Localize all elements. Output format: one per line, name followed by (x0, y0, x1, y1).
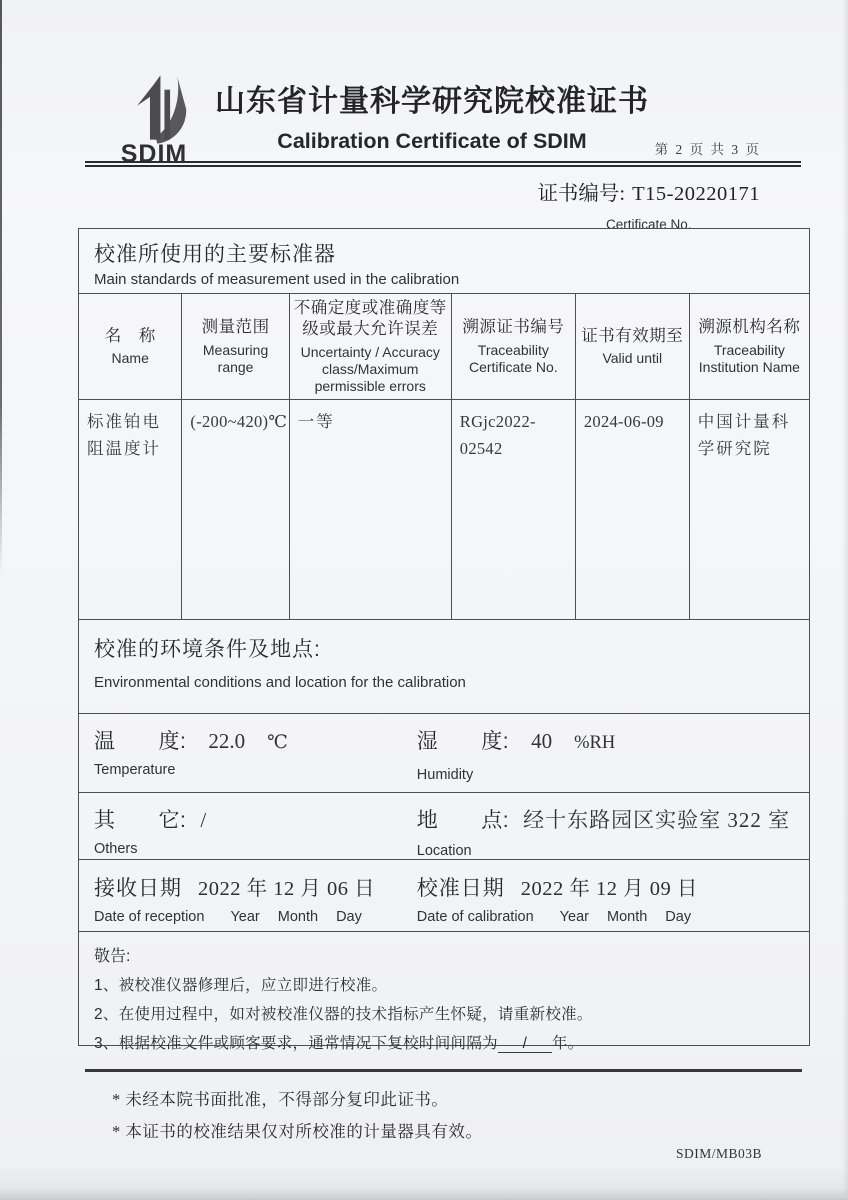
calibration-date-label-en: Date of calibration (416, 909, 534, 926)
col-name-cn: 名 称 (104, 326, 156, 345)
sdim-logo (99, 72, 209, 167)
sdim-circle-one-icon (99, 72, 209, 146)
logo-text: SDIM (120, 140, 188, 168)
humidity-label-cn: 湿 度: (416, 730, 510, 754)
col-uncertainty-en: Uncertainty / Accuracy class/Maximum permissible errors (300, 343, 440, 395)
header-divider (85, 161, 801, 167)
temperature-label-cn: 温 度: (94, 730, 187, 754)
reception-date-value: 2022 年 12 月 06 日 (198, 878, 376, 901)
temperature-value: 22.0 (208, 729, 246, 754)
certificate-number-block (537, 176, 760, 232)
calibration-date-field (415, 860, 809, 931)
title-block (213, 76, 651, 154)
notice-item-2: 2、在使用过程中，如对被校准仪器的技术指标产生怀疑，请重新校准。 (94, 1006, 593, 1024)
reception-date-field (79, 860, 415, 931)
certificate-number-line (537, 176, 760, 206)
col-name-en: Name (111, 350, 149, 367)
scan-edge-left (0, 0, 2, 575)
notice-section (79, 931, 809, 1058)
reception-date-label-cn: 接收日期 (94, 877, 182, 901)
col-header-traceability-no (451, 294, 575, 400)
year-label: Year (230, 909, 260, 926)
cell-standard-name: 标准铂电阻温度计 (79, 400, 182, 620)
page-number: 第 2 页 共 3 页 (654, 142, 761, 157)
col-traceability-no-cn: 溯源证书编号 (462, 318, 565, 337)
footnote-copy-restriction: * 未经本院书面批准，不得部分复印此证书。 (112, 1090, 449, 1109)
environment-title-en: Environmental conditions and location for the calibration (94, 674, 466, 692)
notice-item-3-suffix: 年。 (551, 1035, 584, 1053)
col-institution-en: Traceability Institution Name (698, 341, 800, 375)
footnote-validity: * 本证书的校准结果仅对所校准的计量器具有效。 (112, 1122, 483, 1142)
certificate-body (78, 228, 810, 1053)
reception-date-sub (94, 909, 411, 925)
cell-valid-until: 2024-06-09 (575, 400, 689, 620)
notice-item-3 (94, 1031, 794, 1053)
humidity-label-en: Humidity (416, 767, 474, 784)
temperature-label-en: Temperature (94, 762, 176, 779)
month-label: Month (277, 909, 319, 926)
col-traceability-no-en: Traceability Certificate No. (468, 341, 558, 375)
certificate-number-label: 证书编号: (537, 183, 626, 205)
others-value: / (200, 808, 207, 833)
notice-item-3-prefix: 3、根据校准文件或顾客要求，通常情况下复校时间间隔为 (94, 1035, 498, 1053)
humidity-field (415, 714, 809, 792)
cell-accuracy-class: 一等 (289, 400, 451, 620)
dates-row (79, 859, 809, 931)
humidity-value: 40 (531, 729, 553, 754)
col-uncertainty-cn: 不确定度或准确度等级或最大允许误差 (293, 299, 447, 339)
location-value: 经十东路园区实验室 322 室 (523, 808, 791, 833)
others-location-row (79, 792, 809, 859)
calibration-date-label-cn: 校准日期 (416, 877, 505, 901)
calibration-date-sub (417, 909, 805, 925)
col-valid-until-en: Valid until (602, 350, 663, 367)
standards-section-header (79, 229, 809, 293)
temperature-unit: ℃ (267, 733, 288, 754)
col-range-en: Measuring range (202, 341, 269, 375)
month-label: Month (606, 909, 648, 926)
humidity-unit: %RH (574, 733, 616, 754)
notice-title: 敬告: (94, 948, 131, 966)
standards-title-cn: 校准所使用的主要标准器 (94, 243, 336, 266)
form-code: SDIM/MB03B (675, 1146, 762, 1161)
col-header-name (79, 294, 182, 400)
col-header-uncertainty (289, 294, 451, 400)
temperature-humidity-row (79, 713, 809, 792)
page-title-en: Calibration Certificate of SDIM (277, 129, 587, 153)
col-header-institution (689, 294, 809, 400)
temperature-field (79, 714, 415, 792)
location-label-cn: 地 点: (416, 809, 510, 833)
day-label: Day (665, 909, 692, 926)
others-label-en: Others (94, 841, 138, 858)
footnotes (112, 1084, 482, 1148)
scan-edge-bottom (0, 1188, 848, 1200)
col-institution-cn: 溯源机构名称 (698, 318, 801, 337)
environment-title-cn: 校准的环境条件及地点: (94, 638, 321, 662)
page-title-cn: 山东省计量科学研究院校准证书 (215, 85, 649, 118)
certificate-number-label-en: Certificate No. (605, 217, 692, 232)
standards-table (79, 293, 809, 620)
standards-header-row (79, 294, 809, 400)
col-header-valid-until (575, 294, 689, 400)
reception-date-label-en: Date of reception (94, 909, 205, 926)
notice-item-1: 1、被校准仪器修理后，应立即进行校准。 (94, 977, 388, 995)
standards-title-en: Main standards of measurement used in the calibration (94, 271, 460, 288)
day-label: Day (336, 909, 362, 926)
footer-divider (85, 1069, 802, 1072)
col-header-range (182, 294, 289, 400)
cell-measuring-range: (-200~420)℃ (182, 400, 289, 620)
location-label-en: Location (416, 843, 472, 860)
header (85, 70, 801, 168)
certificate-number-value: T15-20220171 (632, 183, 760, 205)
others-label-cn: 其 它: (94, 809, 187, 833)
recal-interval-blank: / (498, 1036, 552, 1053)
col-range-cn: 测量范围 (201, 318, 270, 337)
cell-traceability-no: RGjc2022-02542 (451, 400, 575, 620)
calibration-date-value: 2022 年 12 月 09 日 (520, 878, 698, 901)
cell-institution: 中国计量科学研究院 (689, 400, 809, 620)
location-field (415, 793, 809, 859)
environment-section-header (79, 620, 809, 713)
col-valid-until-cn: 证书有效期至 (581, 326, 684, 345)
scan-edge-right (842, 0, 848, 1200)
others-field (79, 793, 415, 859)
year-label: Year (559, 909, 589, 926)
table-row (79, 400, 809, 620)
